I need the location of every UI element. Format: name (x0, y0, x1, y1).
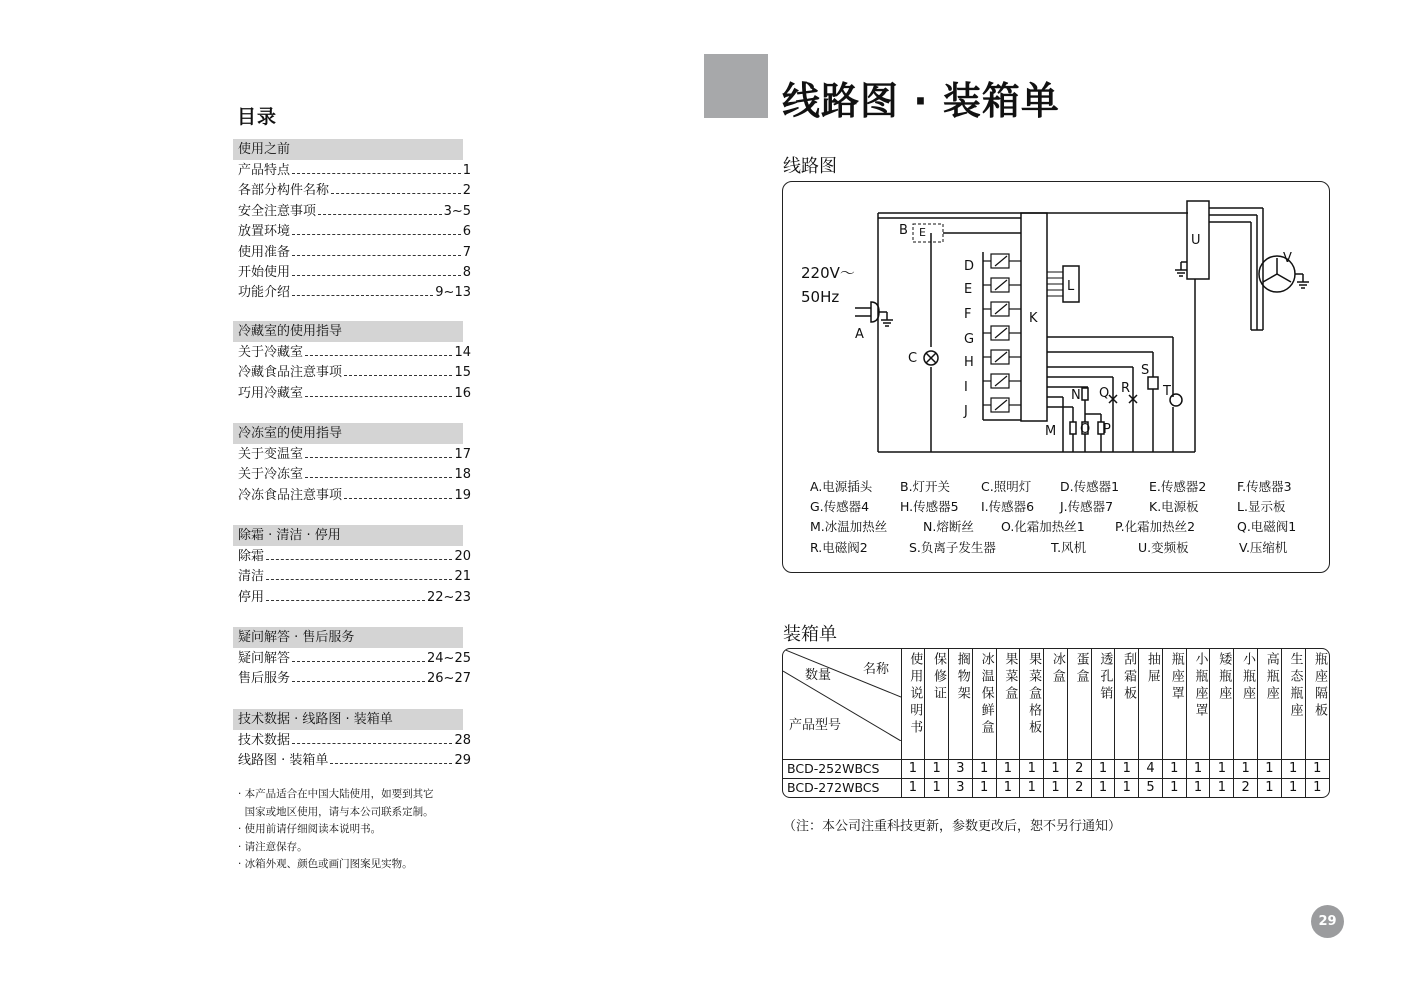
toc-entry-page: 21 (454, 569, 471, 585)
legend-item: P.化霜加热丝2 (1115, 519, 1196, 534)
quantity-cell: 1 (1210, 778, 1234, 797)
corner-name-label: 名称 (863, 662, 890, 677)
dot-leader (292, 294, 433, 296)
component-label-j: J (964, 404, 968, 419)
toc-entry[interactable] (233, 283, 471, 303)
table-row (783, 778, 1329, 797)
toc-section (233, 709, 471, 772)
toc-entry-label: 清洁 (238, 569, 265, 585)
quantity-cell: 2 (1067, 778, 1091, 797)
quantity-cell: 1 (925, 778, 949, 797)
toc-section-heading: 冷藏室的使用指导 (233, 321, 463, 342)
quantity-cell: 1 (901, 759, 925, 778)
component-label-m: M (1045, 424, 1057, 439)
packing-heading: 装箱单 (783, 624, 837, 645)
quantity-cell: 1 (1210, 759, 1234, 778)
toc-entry-label: 关于冷藏室 (238, 345, 304, 360)
quantity-cell: 1 (1091, 759, 1115, 778)
packing-list-table (782, 648, 1330, 798)
toc-entry-page: 14 (454, 345, 471, 360)
toc-section-heading: 除霜 · 清洁 · 停用 (233, 525, 463, 546)
toc-entry-label: 冷冻食品注意事项 (238, 487, 343, 503)
toc-entry-page: 29 (454, 753, 471, 769)
quantity-cell: 1 (972, 778, 996, 797)
dot-leader (266, 599, 425, 601)
dot-leader (331, 192, 461, 194)
legend-item: V.压缩机 (1239, 540, 1288, 555)
dot-leader (292, 660, 425, 662)
corner-qty-label: 数量 (805, 668, 832, 683)
legend-item: F.传感器3 (1237, 479, 1292, 494)
legend-item: N.熔断丝 (923, 519, 974, 534)
column-header: 冰盒 (1044, 649, 1068, 759)
quantity-cell: 3 (949, 778, 973, 797)
toc-entry-label: 关于冷冻室 (238, 467, 304, 483)
toc-entry[interactable] (233, 588, 471, 608)
quantity-cell: 1 (1186, 778, 1210, 797)
dot-leader (344, 497, 452, 499)
voltage-label: 220V～ (801, 264, 855, 282)
toc-entry[interactable] (233, 161, 471, 181)
column-header: 矮瓶座 (1210, 649, 1234, 759)
note-line: 国家或地区使用，请与本公司联系定制。 (238, 805, 434, 818)
note-line: · 使用前请仔细阅读本说明书。 (238, 823, 382, 835)
toc-entry-page: 17 (454, 447, 471, 462)
dot-leader (305, 476, 452, 478)
toc-entry-label: 线路图 · 装箱单 (238, 753, 329, 769)
dot-leader (330, 762, 452, 764)
component-label-l: L (1067, 279, 1075, 294)
dot-leader (292, 680, 425, 682)
toc-entry-page: 26~27 (427, 671, 471, 687)
toc-entry[interactable] (233, 669, 471, 689)
component-label-p: P (1103, 422, 1111, 437)
quantity-cell: 4 (1139, 759, 1163, 778)
dot-leader (305, 456, 452, 458)
toc-entry-page: 20 (454, 549, 471, 564)
legend-item: J.传感器7 (1060, 499, 1114, 514)
toc-entry[interactable] (233, 181, 471, 201)
corner-model-label: 产品型号 (789, 718, 842, 733)
toc-entry-page: 16 (454, 385, 471, 401)
component-label-n: N (1071, 388, 1081, 403)
dot-leader (292, 172, 461, 174)
dot-leader (266, 578, 452, 580)
column-header: 蛋盒 (1067, 649, 1091, 759)
toc-entry-page: 24~25 (427, 651, 471, 666)
toc-entry-page: 28 (454, 733, 471, 748)
column-header: 果菜盒格板 (1020, 649, 1044, 759)
quantity-cell: 1 (1234, 759, 1258, 778)
column-header: 透孔销 (1091, 649, 1115, 759)
toc-section-heading: 技术数据 · 线路图 · 装箱单 (233, 709, 463, 730)
toc-entry[interactable] (233, 731, 471, 751)
column-header: 保修证 (925, 649, 949, 759)
quantity-cell: 5 (1139, 778, 1163, 797)
legend-item: A.电源插头 (810, 479, 873, 494)
dot-leader (292, 254, 461, 256)
legend-item: T.风机 (1051, 540, 1087, 555)
quantity-cell: 1 (1091, 778, 1115, 797)
legend-item: K.电源板 (1149, 499, 1199, 514)
column-header: 生态瓶座 (1281, 649, 1305, 759)
toc-entry-label: 放置环境 (238, 224, 291, 240)
component-label-c: C (908, 351, 918, 366)
quantity-cell: 1 (1305, 759, 1329, 778)
column-header: 果菜盒 (996, 649, 1020, 759)
quantity-cell: 1 (1115, 778, 1139, 797)
toc-entry-label: 产品特点 (238, 163, 291, 178)
toc-entry-page: 9~13 (435, 285, 471, 301)
toc-entry[interactable] (233, 343, 471, 363)
toc-entry-label: 技术数据 (238, 733, 291, 748)
quantity-cell: 1 (1162, 759, 1186, 778)
quantity-cell: 2 (1067, 759, 1091, 778)
column-header: 瓶座罩 (1162, 649, 1186, 759)
toc-entry[interactable] (233, 243, 471, 263)
toc-entry-page: 18 (454, 467, 471, 483)
component-label-s: S (1141, 363, 1150, 378)
toc-entry-page: 22~23 (427, 589, 471, 605)
toc-entry[interactable] (233, 363, 471, 383)
component-label-u: U (1191, 233, 1201, 248)
quantity-cell: 2 (1234, 778, 1258, 797)
quantity-cell: 1 (996, 759, 1020, 778)
toc-section (233, 627, 471, 690)
component-label-v: V (1283, 251, 1292, 266)
legend-item: O.化霜加热丝1 (1001, 519, 1085, 534)
note-line: · 冰箱外观、颜色或画门图案见实物。 (238, 858, 413, 870)
component-label-r: R (1121, 381, 1131, 396)
legend-item: L.显示板 (1237, 499, 1286, 514)
legend-item: U.变频板 (1138, 540, 1189, 555)
component-label-a: A (855, 327, 864, 342)
quantity-cell: 1 (1281, 759, 1305, 778)
toc-entry[interactable] (233, 384, 471, 404)
toc-entry-label: 停用 (238, 589, 265, 605)
dot-leader (292, 742, 452, 744)
quantity-cell: 1 (1115, 759, 1139, 778)
dot-leader (305, 354, 452, 356)
model-cell: BCD-272WBCS (783, 778, 901, 797)
legend-item: D.传感器1 (1060, 479, 1120, 494)
toc-section (233, 139, 471, 304)
quantity-cell: 1 (996, 778, 1020, 797)
table-corner-cell (783, 649, 901, 759)
dot-leader (292, 233, 461, 235)
toc-entry-label: 巧用冷藏室 (238, 385, 304, 401)
dot-leader (292, 274, 461, 276)
component-label-d: D (964, 259, 975, 274)
column-header: 抽屉 (1139, 649, 1163, 759)
toc-entry-label: 各部分构件名称 (238, 183, 330, 199)
column-header: 小瓶座罩 (1186, 649, 1210, 759)
page-number: 29 (1311, 905, 1344, 938)
column-header: 高瓶座 (1257, 649, 1281, 759)
wiring-diagram-panel (782, 181, 1330, 573)
quantity-cell: 1 (1257, 759, 1281, 778)
toc-section (233, 423, 471, 506)
toc-entry-label: 开始使用 (238, 264, 291, 280)
component-label-b: B (899, 223, 908, 238)
toc-entry[interactable] (233, 202, 471, 222)
toc-entry[interactable] (233, 547, 471, 567)
switch-symbol-text: E (919, 226, 926, 239)
quantity-cell: 1 (1020, 778, 1044, 797)
legend-item: G.传感器4 (810, 499, 870, 514)
column-header: 小瓶座 (1234, 649, 1258, 759)
footnote: （注：本公司注重科技更新，参数更改后，恕不另行通知） (783, 819, 1122, 834)
legend-item: S.负离子发生器 (909, 540, 996, 555)
legend-item: H.传感器5 (900, 499, 959, 514)
toc-entry-label: 售后服务 (238, 671, 291, 687)
frequency-label: 50Hz (801, 288, 840, 306)
quantity-cell: 1 (1044, 778, 1068, 797)
toc-entry[interactable] (233, 567, 471, 587)
toc-section-heading: 疑问解答 · 售后服务 (233, 627, 463, 648)
toc-entry-page: 3~5 (443, 203, 471, 219)
dot-leader (318, 213, 442, 215)
quantity-cell: 1 (1281, 778, 1305, 797)
toc-entry[interactable] (233, 751, 471, 771)
component-label-g: G (964, 332, 975, 347)
component-label-h: H (964, 355, 974, 370)
toc-entry-label: 功能介绍 (238, 285, 291, 301)
toc-entry-page: 8 (462, 264, 471, 280)
page-title: 线路图 · 装箱单 (782, 79, 1060, 123)
toc-entry[interactable] (233, 263, 471, 283)
dot-leader (266, 558, 452, 560)
quantity-cell: 1 (972, 759, 996, 778)
quantity-cell: 1 (1257, 778, 1281, 797)
component-label-e: E (964, 282, 973, 297)
legend-item: C.照明灯 (981, 479, 1032, 494)
quantity-cell: 1 (1305, 778, 1329, 797)
component-label-t: T (1163, 384, 1171, 399)
toc-section (233, 525, 471, 608)
quantity-cell: 1 (925, 759, 949, 778)
toc-entry-label: 安全注意事项 (238, 203, 317, 219)
table-row (783, 759, 1329, 778)
toc-entry-page: 15 (454, 365, 471, 381)
legend-item: R.电磁阀2 (810, 540, 868, 555)
toc-entry[interactable] (233, 486, 471, 506)
toc-entry[interactable] (233, 445, 471, 465)
dot-leader (305, 395, 452, 397)
quantity-cell: 1 (1020, 759, 1044, 778)
column-header: 冰温保鲜盒 (972, 649, 996, 759)
component-label-q: Q (1099, 386, 1110, 401)
component-label-k: K (1029, 311, 1038, 326)
toc-entry-page: 6 (462, 224, 471, 240)
toc-entry[interactable] (233, 222, 471, 242)
usage-notes (238, 786, 434, 874)
toc-entry-label: 疑问解答 (238, 651, 291, 666)
legend-item: E.传感器2 (1149, 479, 1207, 494)
toc-section-heading: 使用之前 (233, 139, 463, 160)
component-label-f: F (964, 307, 972, 322)
quantity-cell: 3 (949, 759, 973, 778)
toc-entry-page: 19 (454, 487, 471, 503)
note-line: · 请注意保存。 (238, 840, 308, 853)
wiring-diagram (783, 182, 1331, 574)
toc-entry-label: 除霜 (238, 549, 265, 564)
toc-section-heading: 冷冻室的使用指导 (233, 423, 463, 444)
quantity-cell: 1 (1186, 759, 1210, 778)
toc-entry-label: 使用准备 (238, 244, 291, 260)
toc-title: 目录 (237, 106, 278, 128)
legend-item: B.灯开关 (900, 479, 951, 494)
toc-entry-label: 冷藏食品注意事项 (238, 365, 343, 381)
toc-entry-page: 1 (462, 163, 471, 178)
model-cell: BCD-252WBCS (783, 759, 901, 778)
legend-item: M.冰温加热丝 (810, 519, 888, 534)
dot-leader (344, 374, 452, 376)
component-label-i: I (964, 380, 968, 395)
toc-entry-label: 关于变温室 (238, 447, 304, 462)
legend-item: I.传感器6 (981, 499, 1035, 514)
title-accent-block (704, 54, 768, 118)
corner-diagonals (783, 649, 901, 741)
column-header: 瓶座隔板 (1305, 649, 1329, 759)
quantity-cell: 1 (1162, 778, 1186, 797)
toc-entry[interactable] (233, 465, 471, 485)
column-header: 刮霜板 (1115, 649, 1139, 759)
toc-entry-page: 7 (462, 244, 471, 260)
quantity-cell: 1 (1044, 759, 1068, 778)
legend-item: Q.电磁阀1 (1237, 519, 1297, 534)
quantity-cell: 1 (901, 778, 925, 797)
column-header: 搁物架 (949, 649, 973, 759)
column-header: 使用说明书 (901, 649, 925, 759)
toc-section (233, 321, 471, 404)
wiring-heading: 线路图 (783, 156, 837, 177)
component-label-o: O (1080, 422, 1091, 437)
toc-entry[interactable] (233, 649, 471, 669)
toc-entry-page: 2 (462, 183, 471, 199)
note-line: · 本产品适合在中国大陆使用，如要到其它 (238, 788, 434, 800)
